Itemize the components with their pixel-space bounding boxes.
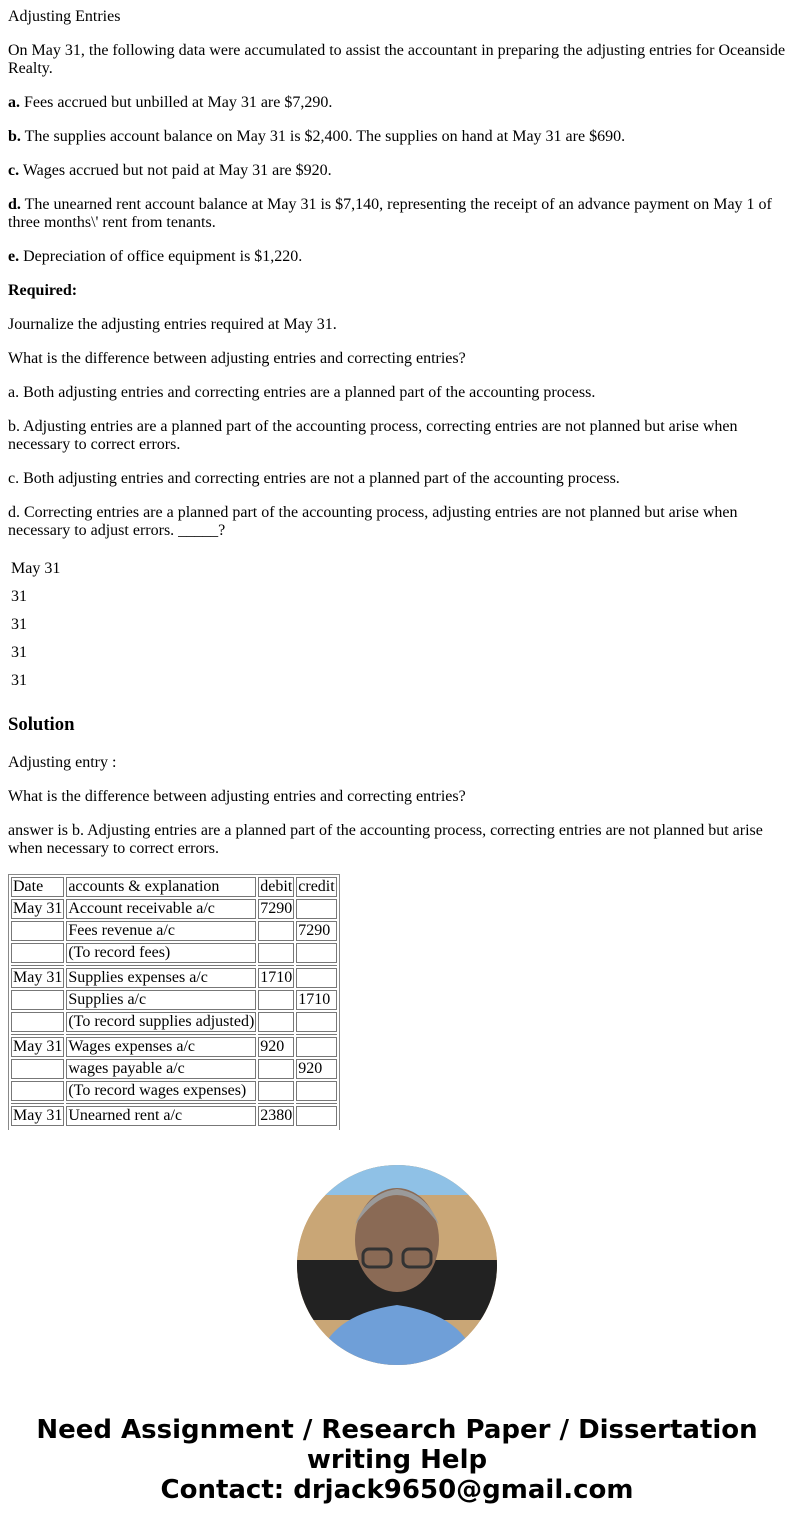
table-cell xyxy=(11,1012,64,1032)
table-cell: Fees revenue a/c xyxy=(66,921,256,941)
separator-cell xyxy=(66,965,256,966)
date-cell: 31 xyxy=(11,644,27,661)
table-cell: 7290 xyxy=(260,900,293,917)
table-cell xyxy=(11,1081,64,1101)
item-label: b. xyxy=(8,128,21,145)
solution-answer: answer is b. Adjusting entries are a planned part of the accounting process, correcting entries are not planned but arise when necessary to correct errors. xyxy=(8,822,763,857)
table-cell: May 31 xyxy=(13,900,63,917)
separator-cell xyxy=(11,1103,64,1104)
table-cell xyxy=(11,1059,64,1079)
table-cell: 2380 xyxy=(260,1107,293,1124)
table-cell xyxy=(296,1037,336,1057)
title: Adjusting Entries xyxy=(8,8,121,25)
table-cell xyxy=(11,990,64,1010)
data-item xyxy=(8,162,786,180)
solution-heading: Solution xyxy=(8,714,75,735)
table-row xyxy=(11,990,337,1010)
journal-table-container[interactable] xyxy=(8,874,340,1130)
table-row xyxy=(11,1059,337,1079)
table-cell: wages payable a/c xyxy=(66,1059,256,1079)
table-cell: (To record wages expenses) xyxy=(66,1081,256,1101)
separator-cell xyxy=(296,965,336,966)
separator-cell xyxy=(296,1103,336,1104)
table-cell xyxy=(258,990,294,1010)
table-header-row xyxy=(11,877,337,897)
date-row xyxy=(10,612,61,638)
table-row xyxy=(11,968,337,988)
table-cell: 1710 xyxy=(296,990,336,1010)
table-cell: May 31 xyxy=(13,1107,63,1124)
dates-table xyxy=(8,554,63,696)
answer-option: c. Both adjusting entries and correcting entries are not a planned part of the accounting process. xyxy=(8,470,620,487)
solution-label: Adjusting entry : xyxy=(8,754,117,771)
date-cell: 31 xyxy=(11,616,27,633)
table-cell: (To record supplies adjusted) xyxy=(68,1013,255,1030)
table-cell xyxy=(11,921,64,941)
date-row xyxy=(10,640,61,666)
intro: On May 31, the following data were accumulated to assist the accountant in preparing the adjusting entries for Oceanside Realty. xyxy=(8,42,786,77)
table-cell xyxy=(296,968,336,988)
group-separator xyxy=(11,1103,337,1104)
item-label: c. xyxy=(8,162,20,179)
date-row xyxy=(10,584,61,610)
date-row xyxy=(10,668,61,694)
table-row xyxy=(11,921,337,941)
item-label: d. xyxy=(8,196,21,213)
table-cell xyxy=(296,1081,336,1101)
table-cell xyxy=(11,943,64,963)
promo-banner xyxy=(8,1415,786,1505)
promo-contact: Contact: drjack9650@gmail.com xyxy=(160,1475,634,1505)
table-row xyxy=(11,1012,337,1032)
table-cell: (To record fees) xyxy=(66,943,256,963)
table-cell xyxy=(296,1012,336,1032)
table-cell xyxy=(258,1081,294,1101)
table-cell: 920 xyxy=(296,1059,336,1079)
table-cell: Supplies a/c xyxy=(66,990,256,1010)
item-text: The supplies account balance on May 31 is $2,400. The supplies on hand at May 31 are $690. xyxy=(20,128,626,145)
table-cell: 7290 xyxy=(296,921,336,941)
column-header: Date xyxy=(11,877,64,897)
table-row xyxy=(11,1106,337,1126)
column-header: debit xyxy=(260,878,293,895)
required-label: Required: xyxy=(8,282,78,299)
separator-cell xyxy=(11,965,64,966)
table-cell xyxy=(296,1106,336,1126)
separator-cell xyxy=(66,1034,256,1035)
table-cell: Supplies expenses a/c xyxy=(66,968,256,988)
table-cell xyxy=(258,1012,294,1032)
table-cell: May 31 xyxy=(13,1038,63,1055)
item-text: Fees accrued but unbilled at May 31 are $7,290. xyxy=(20,94,333,111)
separator-cell xyxy=(258,1034,294,1035)
separator-cell xyxy=(296,1034,336,1035)
promo-line1: Need Assignment / Research Paper / Dissertation writing Help xyxy=(36,1415,758,1475)
separator-cell xyxy=(11,1034,64,1035)
table-row xyxy=(11,1037,337,1057)
table-cell: 920 xyxy=(258,1037,294,1057)
item-text: The unearned rent account balance at May 31 is $7,140, representing the receipt of an advance payment on May 1 of three months\' rent from tenants. xyxy=(8,196,772,231)
column-header: accounts & explanation xyxy=(66,877,256,897)
group-separator xyxy=(11,1034,337,1035)
date-cell: May 31 xyxy=(11,560,61,577)
table-cell: Wages expenses a/c xyxy=(66,1037,256,1057)
date-row xyxy=(10,556,61,582)
data-item xyxy=(8,196,786,232)
item-label: a. xyxy=(8,94,20,111)
table-row xyxy=(11,943,337,963)
table-cell: 1710 xyxy=(260,969,293,986)
separator-cell xyxy=(258,965,294,966)
table-cell xyxy=(258,1059,294,1079)
solution-question: What is the difference between adjusting entries and correcting entries? xyxy=(8,788,466,805)
author-avatar xyxy=(297,1165,497,1365)
table-cell xyxy=(258,921,294,941)
table-row xyxy=(11,899,337,919)
journal-table xyxy=(9,875,339,1128)
separator-cell xyxy=(66,1103,256,1104)
item-text: Depreciation of office equipment is $1,220. xyxy=(19,248,303,265)
data-item xyxy=(8,94,786,112)
table-cell: Unearned rent a/c xyxy=(66,1106,256,1126)
answer-option: d. Correcting entries are a planned part of the accounting process, adjusting entries are not planned but arise when necessary to adjust errors. _____? xyxy=(8,504,738,539)
table-cell xyxy=(296,899,336,919)
answer-option: b. Adjusting entries are a planned part of the accounting process, correcting entries are not planned but arise when necessary to correct errors. xyxy=(8,418,738,453)
table-cell xyxy=(258,943,294,963)
item-label: e. xyxy=(8,248,20,265)
column-header: credit xyxy=(298,878,335,895)
data-item xyxy=(8,128,786,146)
group-separator xyxy=(11,965,337,966)
instruction: Journalize the adjusting entries required at May 31. xyxy=(8,316,337,333)
date-cell: 31 xyxy=(11,588,27,605)
table-cell: Account receivable a/c xyxy=(66,899,256,919)
answer-option: a. Both adjusting entries and correcting entries are a planned part of the accounting process. xyxy=(8,384,596,401)
question: What is the difference between adjusting entries and correcting entries? xyxy=(8,350,466,367)
item-text: Wages accrued but not paid at May 31 are $920. xyxy=(19,162,332,179)
date-cell: 31 xyxy=(11,672,27,689)
table-cell xyxy=(296,943,336,963)
data-item xyxy=(8,248,786,266)
separator-cell xyxy=(258,1103,294,1104)
table-cell: May 31 xyxy=(13,969,63,986)
table-row xyxy=(11,1081,337,1101)
